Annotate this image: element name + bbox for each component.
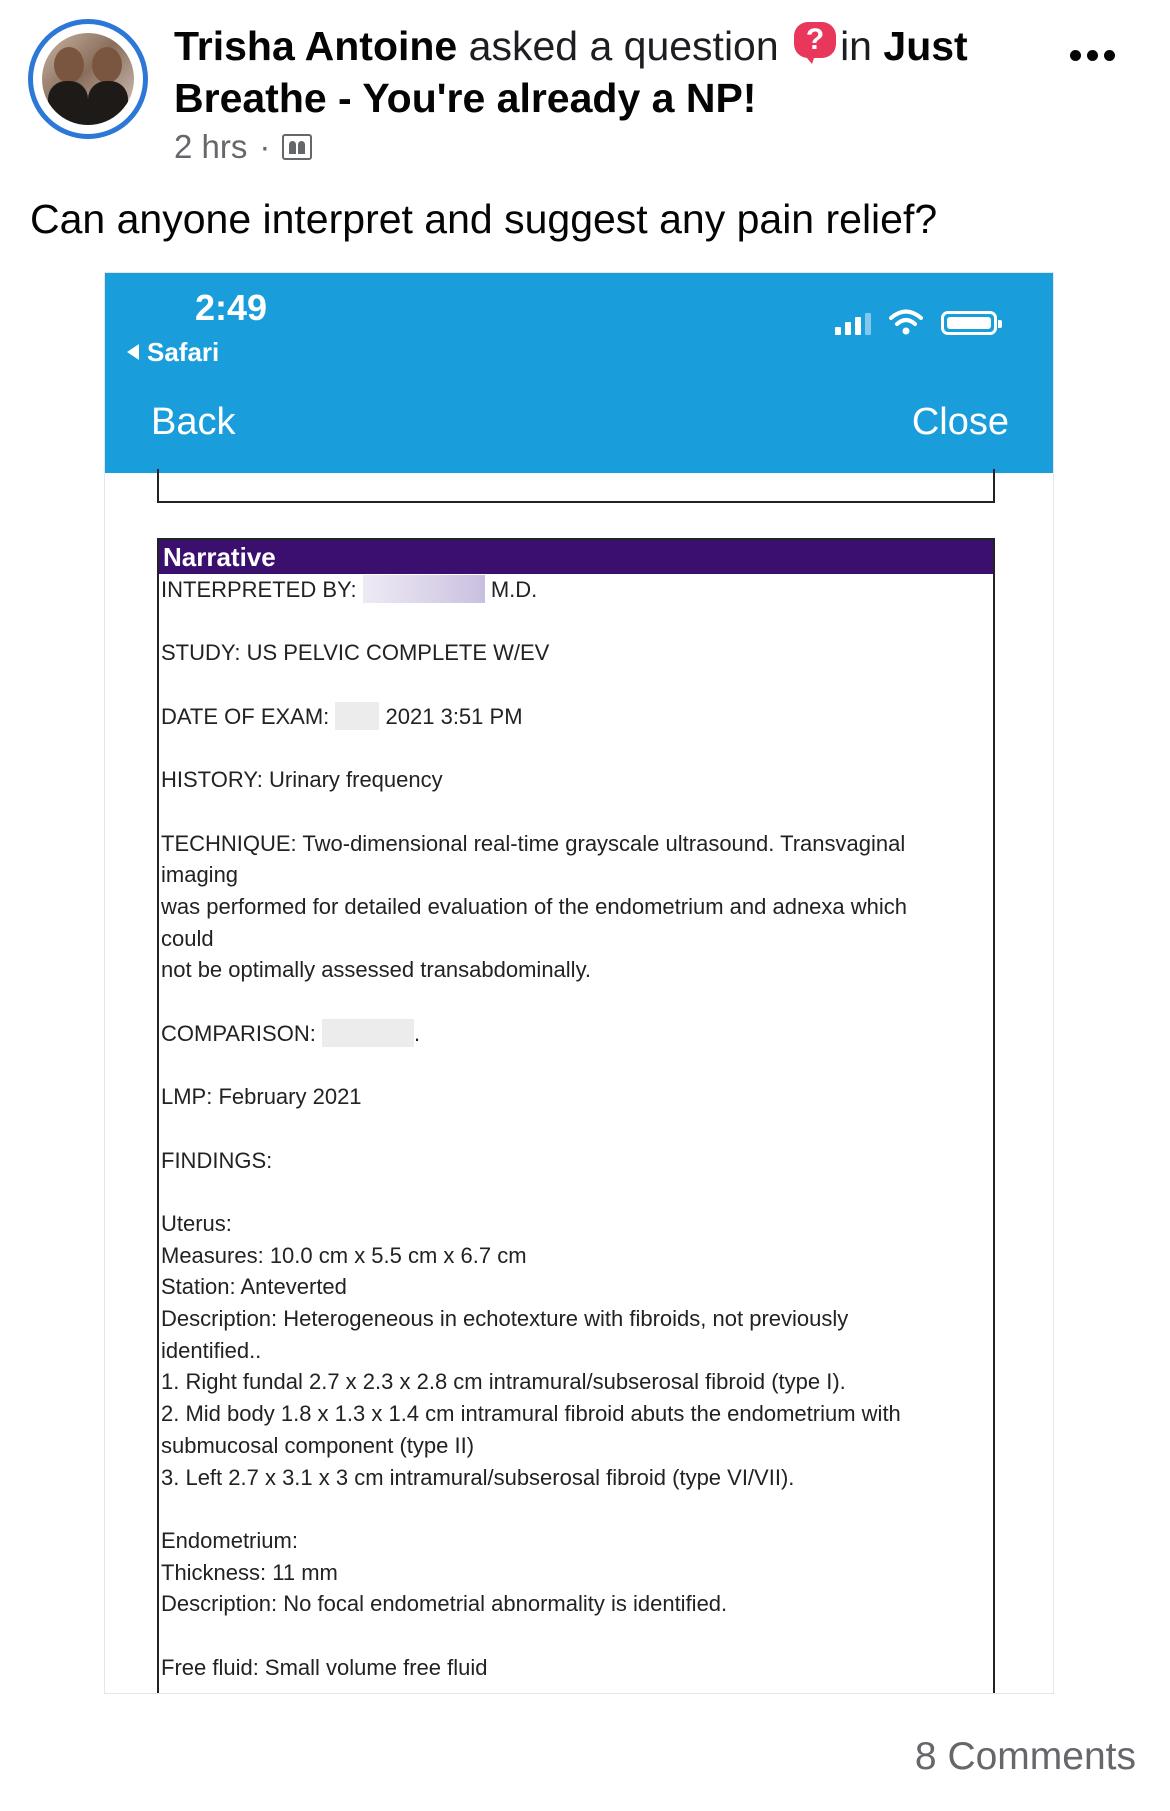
app-bar: [105, 273, 1054, 473]
report-body: [159, 574, 993, 1683]
signal-icon: [835, 313, 871, 335]
free-fluid-line: Free fluid: Small volume free fluid: [161, 1654, 488, 1680]
author-avatar[interactable]: [28, 19, 148, 139]
meta-separator: ·: [259, 128, 271, 165]
interpreted-by-line: INTERPRETED BY: M.D.: [161, 577, 538, 602]
findings-heading: FINDINGS:: [161, 1147, 273, 1173]
history-line: HISTORY: Urinary frequency: [161, 767, 443, 793]
close-button[interactable]: Close: [911, 401, 1009, 443]
post-action: asked a question: [468, 23, 779, 69]
back-to-safari: Safari: [127, 337, 219, 368]
date-line: DATE OF EXAM: 2021 3:51 PM: [161, 703, 523, 729]
wifi-icon: [889, 309, 923, 335]
post-text: Can anyone interpret and suggest any pain relief?: [30, 196, 938, 242]
redacted-date: [335, 702, 379, 730]
report-header: Narrative: [159, 540, 993, 574]
study-line: STUDY: US PELVIC COMPLETE W/EV: [161, 640, 550, 666]
group-name[interactable]: Just Breathe - You're already a NP!: [174, 23, 968, 121]
back-button[interactable]: Back: [151, 401, 236, 443]
redacted-comparison: [322, 1019, 414, 1047]
comments-count[interactable]: 8 Comments: [914, 1735, 1136, 1778]
question-icon: ?: [794, 22, 836, 64]
attached-image[interactable]: [104, 272, 1054, 1694]
connector-text: in: [840, 23, 872, 69]
more-options-icon[interactable]: [1070, 40, 1130, 70]
uterus-block: Uterus: Measures: 10.0 cm x 5.5 cm x 6.7 cm Station: Anteverted Description: Heterogeneous in echotexture with fibroids, not previously identified.. 1. Right fundal 2.7 x 2.3 x 2.8 cm intramural/subserosal fibroid (type I). 2. Mid body 1.8 x 1.3 x 1.4 cm intramural fibroid abuts the endometrium with submucosal component (type II) 3. Left 2.7 x 3.1 x 3 cm intramural/subserosal fibroid (type VI/VII).: [161, 1210, 901, 1490]
technique-block: TECHNIQUE: Two-dimensional real-time grayscale ultrasound. Transvaginal imaging was performed for detailed evaluation of the endometrium and adnexa which could not be optimally assessed transabdominally.: [161, 830, 908, 983]
group-icon: [282, 134, 312, 160]
back-arrow-icon: [127, 344, 139, 360]
avatar-photo: [42, 33, 134, 125]
author-name[interactable]: Trisha Antoine: [174, 23, 458, 69]
comparison-line: COMPARISON: .: [161, 1020, 421, 1046]
battery-icon: [941, 311, 997, 335]
lmp-line: LMP: February 2021: [161, 1084, 362, 1110]
redacted-name: [363, 575, 485, 603]
post-meta: [174, 128, 312, 166]
endometrium-block: Endometrium: Thickness: 11 mm Description: No focal endometrial abnormality is identified.: [161, 1527, 728, 1617]
status-icons: [835, 309, 997, 335]
post-header: [174, 20, 1034, 124]
report-panel: [157, 538, 995, 1694]
status-time: 2:49: [195, 287, 268, 328]
previous-section-box: [157, 469, 995, 503]
post-timestamp[interactable]: 2 hrs: [174, 128, 248, 165]
